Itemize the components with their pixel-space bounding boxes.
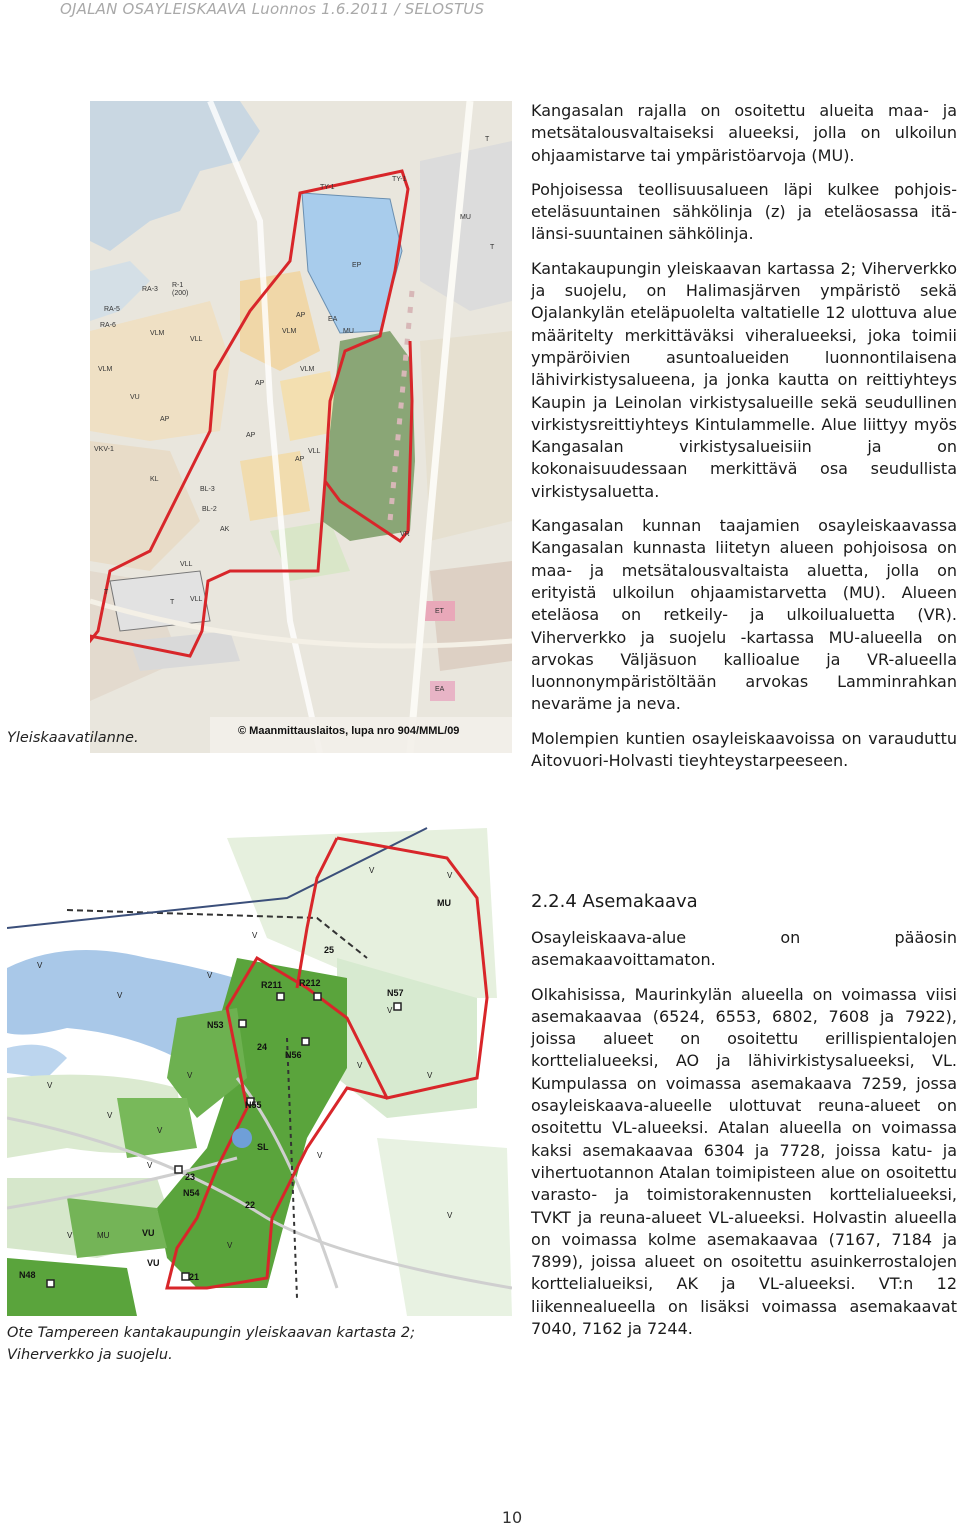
map-label: MU	[97, 1231, 110, 1240]
map-label: V	[147, 1161, 153, 1170]
map-label: V	[387, 1006, 393, 1015]
map-label: V	[67, 1231, 73, 1240]
map-label: AP	[296, 312, 306, 319]
map-label: 21	[189, 1272, 200, 1282]
page-number: 10	[501, 1508, 523, 1527]
map-label: 23	[185, 1172, 196, 1182]
map-label: VLM	[150, 330, 165, 337]
map-label: VU	[147, 1258, 160, 1268]
text-column-upper	[531, 100, 957, 784]
map-label: VLL	[180, 561, 193, 568]
map-label: RA-6	[100, 322, 116, 329]
map-label: VLM	[300, 366, 315, 373]
map-label: VLL	[190, 336, 203, 343]
bottom-map-caption: Ote Tampereen kantakaupungin yleiskaavan kartasta 2; Viherverkko ja suojelu.	[7, 1325, 416, 1363]
map-label: T	[490, 244, 495, 251]
map-label: N53	[207, 1020, 224, 1030]
paragraph: Molempien kuntien osayleiskaavoissa on varauduttu Aitovuori-Holvasti tieyhteystarpeeseen.	[531, 728, 957, 771]
map-label: V	[427, 1071, 433, 1080]
map-label: KL	[150, 476, 159, 483]
paragraph: Kangasalan rajalla on osoitettu alueita maa- ja metsätalousvaltaiseksi alueeksi, jolla on ulkoilun ohjaamistarve tai ympäristöarvoja (MU).	[531, 101, 957, 165]
paragraph: Kangasalan kunnan taajamien osayleiskaavassa Kangasalan kunnasta liitetyn alueen pohjoisosa on maa- ja metsätalousvaltaista aluetta, jolla on erityistä ulkoilun ohjaamistarvetta (MU). Alueen eteläosa on retkeily- ja ulkoilualuetta (VR). Viherverkko ja suojelu -kartassa MU-alueella on arvokas Väljäsuon kallioalue ja VR-alueella luonnonympäristöltään arvokas Lamminrahkan nevaräme ja neva.	[531, 516, 957, 714]
map-label: R211	[261, 980, 283, 990]
map-label: V	[317, 1151, 323, 1160]
map-label: EP	[352, 262, 362, 269]
running-header: OJALAN OSAYLEISKAAVA Luonnos 1.6.2011 / SELOSTUS	[60, 0, 485, 18]
map-label: AP	[246, 432, 256, 439]
map-label: T	[485, 136, 490, 143]
map-label: V	[187, 1071, 193, 1080]
map-label: EA	[328, 316, 338, 323]
section-heading: 2.2.4 Asemakaava	[531, 891, 698, 912]
map-label: V	[207, 971, 213, 980]
map-label: AP	[255, 380, 265, 387]
map-label: RA-5	[104, 306, 120, 313]
map-label: N57	[387, 988, 404, 998]
map-label: V	[369, 866, 375, 875]
map-label: R212	[299, 978, 321, 988]
map-label: EA	[435, 686, 445, 693]
map-label: RA-3	[142, 286, 158, 293]
map-label: V	[107, 1111, 113, 1120]
map-label: 24	[257, 1042, 268, 1052]
map-label: V	[357, 1061, 363, 1070]
map-label: V	[447, 871, 453, 880]
map-label: MU	[460, 214, 471, 221]
map-label: V	[117, 991, 123, 1000]
map-label: V	[252, 931, 258, 940]
map-label: V	[47, 1081, 53, 1090]
map-label: BL-3	[200, 486, 215, 493]
map-label: TY-1	[392, 176, 407, 183]
map-label: V	[157, 1126, 163, 1135]
map-label: V	[447, 1211, 453, 1220]
top-map-caption: Yleiskaavatilanne.	[7, 730, 139, 746]
map-label: AK	[220, 526, 230, 533]
map-label: VLL	[308, 448, 321, 455]
paragraph: Pohjoisessa teollisuusalueen läpi kulkee pohjois-eteläsuuntainen sähkölinja (z) ja eteläosassa itä-länsi-suuntainen sähkölinja.	[531, 179, 957, 244]
paragraph: Osayleiskaava-alue on pääosin asemakaavoittamaton.	[531, 928, 957, 970]
text-column-lower	[531, 891, 957, 1352]
map-label: VLM	[282, 328, 297, 335]
map-label: MU	[437, 898, 451, 908]
map-label: VU	[142, 1228, 155, 1238]
map-label: N48	[19, 1270, 36, 1280]
map-label: VLL	[190, 596, 203, 603]
map-label: VKV-1	[94, 446, 114, 453]
map-label: (200)	[172, 290, 189, 297]
map-label: MU	[343, 328, 354, 335]
map-label: BL-2	[202, 506, 217, 513]
map-label: T	[104, 589, 109, 596]
paragraph: Kantakaupungin yleiskaavan kartassa 2; Viherverkko ja suojelu, on Halimasjärven ympäristö sekä Ojalankylän eteläpuolelta valtatielle 12 ulottuva alue määritelty merkittäväksi viheralueeksi, joka toimii ympäröivien asuntoalueiden luonnontilaisena lähivirkistysalueena, ja jonka kautta on reittiyhteys Kaupin ja Leinolan virkistysalueille sekä seudullinen virkistysreittiyhteys Kintulammelle. Alue liittyy myös Kangasalan virkistysalueisiin ja on kokonaisuudessaan merkittävä osa seudullista virkistysaluetta.	[531, 258, 957, 501]
map-label: AP	[295, 456, 305, 463]
map-label: TY-1	[320, 184, 335, 191]
map-label: N54	[183, 1188, 200, 1198]
map-label: SL	[257, 1142, 269, 1152]
green-network-map	[7, 818, 512, 1316]
map-copyright: © Maanmittauslaitos, lupa nro 904/MML/09	[238, 725, 460, 737]
map-label: VU	[130, 394, 140, 401]
map-label: 22	[245, 1200, 256, 1210]
paragraph: Olkahisissa, Maurinkylän alueella on voimassa viisi asemakaavaa (6524, 6553, 6802, 7608 ja 7922), joissa alueet on osoitettu erillispientalojen korttelialueeksi, AO ja lähivirkistysalueeksi, VL. Kumpulassa on voimassa asemakaava 7259, jossa osayleiskaava-alueelle ulottuvat reuna-alueet on osoitettu VL-alueeksi. Atalan alueella on voimassa kaksi asemakaavaa 6304 ja 7728, joissa katu- ja vihertuotannon Atalan toimipisteen alue on osoitettu varasto- ja toimistorakennusten korttelialueeksi, TVKT ja reuna-alueet VL-alueeksi. Holvastin alueella on voimassa kolme asemakaavaa (7167, 7184 ja 7899), joissa alueet on osoitettu asuinkerrostalojen korttelialueiksi, AK ja VL-alueeksi. VT:n 12 liikennealueella on lisäksi voimassa asemakaavat 7040, 7162 ja 7244.	[531, 984, 957, 1339]
map-label: N56	[285, 1050, 302, 1060]
map-label: T	[170, 599, 175, 606]
map-label: AP	[160, 416, 170, 423]
map-label: 25	[324, 945, 335, 955]
map-label: V	[227, 1241, 233, 1250]
map-label: VR	[400, 531, 410, 538]
map-label: R-1	[172, 282, 184, 289]
map-label: V	[37, 961, 43, 970]
master-plan-map	[90, 101, 512, 753]
map-label: VLM	[98, 366, 113, 373]
map-label: N55	[245, 1100, 262, 1110]
map-label: ET	[435, 608, 444, 615]
